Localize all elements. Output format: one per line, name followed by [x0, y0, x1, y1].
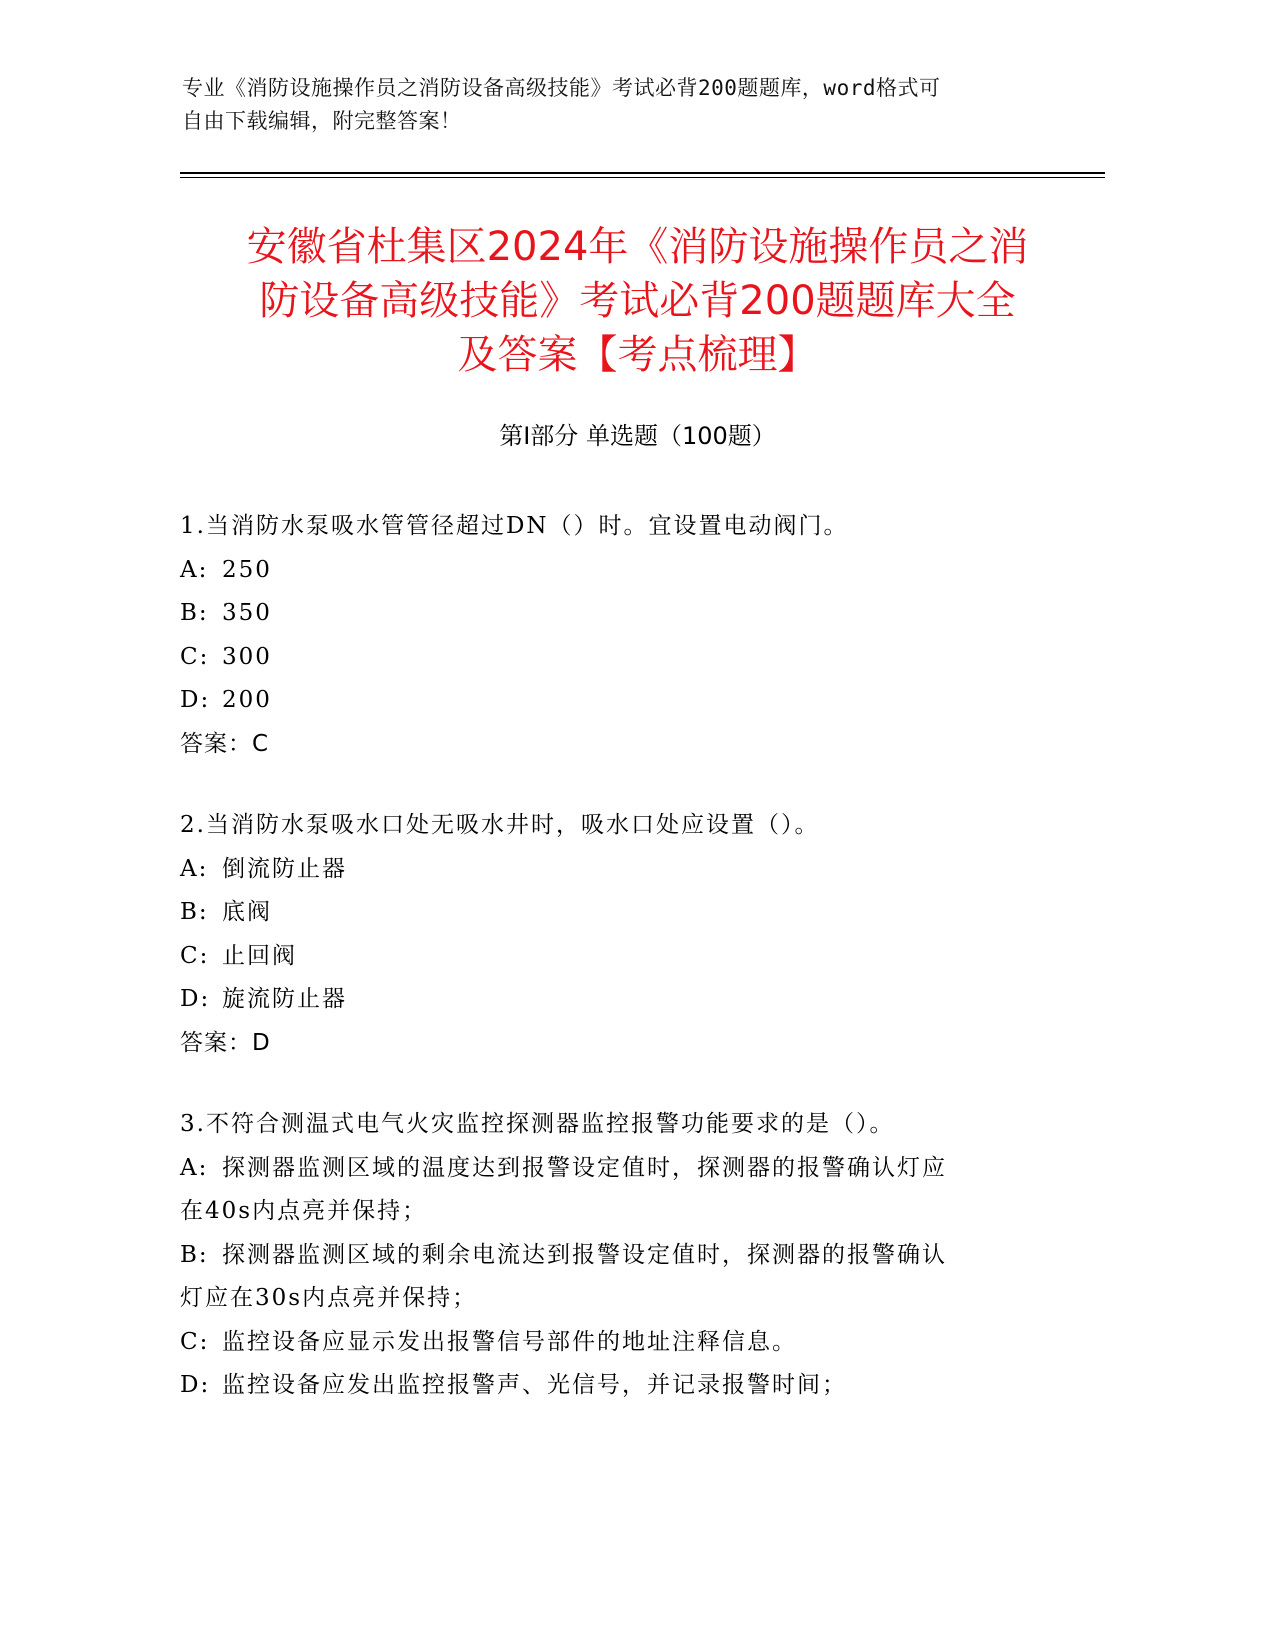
option-text: 旋流防止器	[222, 986, 347, 1012]
option-c	[180, 636, 1040, 680]
document-title-line-3: 及答案【考点梳理】	[457, 332, 818, 378]
answer: 答案：D	[180, 1029, 271, 1056]
option-text: 监控设备应显示发出报警信号部件的地址注释信息。	[222, 1328, 797, 1355]
option-label: A:	[180, 556, 209, 583]
option-label: D:	[180, 986, 211, 1012]
option-label: C:	[180, 942, 210, 969]
option-d	[180, 978, 1040, 1022]
option-label: B:	[180, 1241, 209, 1268]
header-note	[182, 72, 1062, 138]
header-note-line-2: 自由下载编辑，附完整答案！	[182, 109, 462, 133]
question-1	[180, 505, 1040, 766]
question-3	[180, 1103, 1040, 1408]
header-divider-thick	[180, 172, 1105, 174]
option-label: C:	[180, 643, 210, 670]
option-text: 300	[222, 643, 272, 670]
option-label: B:	[180, 899, 209, 925]
option-b	[180, 592, 1040, 636]
option-b	[180, 1234, 1040, 1278]
answer: 答案：C	[180, 730, 270, 757]
option-label: A:	[180, 855, 209, 882]
option-a	[180, 848, 1040, 892]
document-title	[150, 220, 1125, 382]
document-title-line-2: 防设备高级技能》考试必背200题题库大全	[259, 278, 1016, 324]
header-divider-thin	[180, 177, 1105, 178]
option-b	[180, 891, 1040, 935]
option-text: 250	[222, 556, 272, 583]
option-label: B:	[180, 600, 209, 626]
option-label: C:	[180, 1328, 210, 1355]
option-label: D:	[180, 1372, 211, 1398]
option-a-continued: 在40s内点亮并保持；	[180, 1198, 428, 1224]
option-c	[180, 935, 1040, 979]
option-text: 探测器监测区域的温度达到报警设定值时，探测器的报警确认灯应	[222, 1154, 947, 1181]
question-stem: 2.当消防水泵吸水口处无吸水井时，吸水口处应设置（）。	[180, 812, 820, 838]
option-label: D:	[180, 687, 211, 713]
option-label: A:	[180, 1154, 209, 1181]
option-text: 200	[222, 687, 272, 713]
option-text: 底阀	[222, 899, 272, 925]
option-b-continued: 灯应在30s内点亮并保持；	[180, 1285, 478, 1311]
section-title: 第Ⅰ部分 单选题（100题）	[499, 422, 776, 450]
question-list	[180, 505, 1040, 1446]
option-c	[180, 1321, 1040, 1365]
option-text: 探测器监测区域的剩余电流达到报警设定值时，探测器的报警确认	[222, 1241, 947, 1268]
question-stem: 3.不符合测温式电气火灾监控探测器监控报警功能要求的是（）。	[180, 1111, 895, 1137]
option-d	[180, 679, 1040, 723]
question-stem: 1.当消防水泵吸水管管径超过DN（）时。宜设置电动阀门。	[180, 513, 849, 539]
option-a	[180, 549, 1040, 593]
option-text: 监控设备应发出监控报警声、光信号，并记录报警时间；	[222, 1372, 847, 1398]
document-title-line-1: 安徽省杜集区2024年《消防设施操作员之消	[246, 224, 1029, 270]
question-2	[180, 804, 1040, 1065]
option-text: 止回阀	[222, 942, 297, 969]
header-note-line-1: 专业《消防设施操作员之消防设备高级技能》考试必背200题题库，word格式可	[182, 76, 941, 100]
option-text: 350	[222, 600, 272, 626]
option-a	[180, 1147, 1040, 1191]
option-d	[180, 1364, 1040, 1408]
option-text: 倒流防止器	[222, 855, 347, 882]
